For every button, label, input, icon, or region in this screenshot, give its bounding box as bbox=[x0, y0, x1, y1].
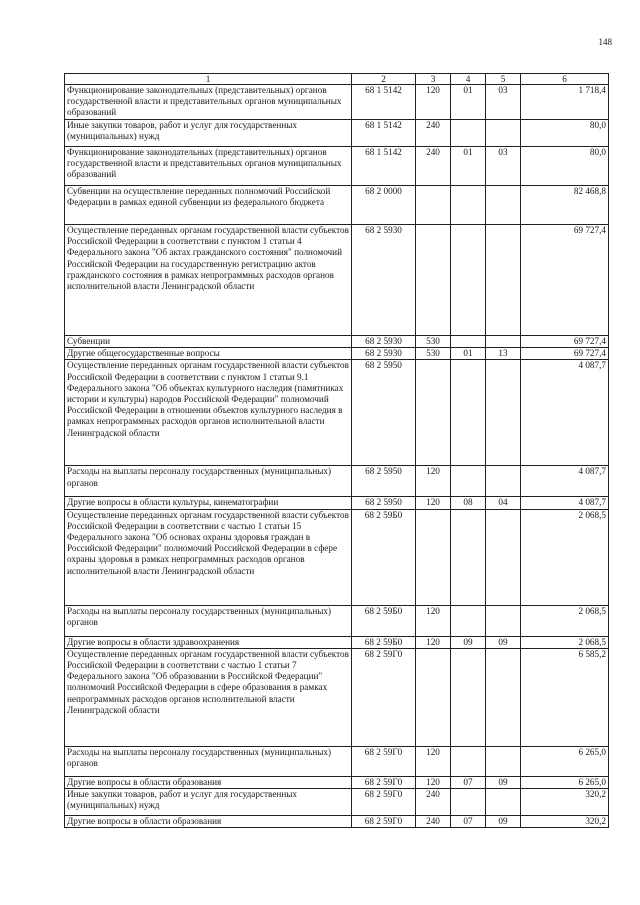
row-name: Осуществление переданных органам государственной власти субъектов Российской Федерации в соответствии с пунктом 1 статьи 4 Федерального закона "Об актах гражданского состояния" полномочий Российской Федерации на государственную регистрацию актов гражданского состояния в рамках непрограммных расходов органов исполнительной власти Ленинградской области bbox=[65, 225, 352, 336]
row-code: 68 1 5142 bbox=[352, 85, 416, 120]
row-name: Осуществление переданных органам государственной власти субъектов Российской Федерации в соответствии с частью 1 статьи 7 Федерального закона "Об образовании в Российской Федерации" полномочий Российской Федерации в сфере образования в рамках непрограммных расходов органов исполнительной власти Ленинградской области bbox=[65, 648, 352, 746]
row-subsection bbox=[486, 466, 521, 497]
row-amount: 69 727,4 bbox=[521, 336, 609, 348]
row-code: 68 2 59Г0 bbox=[352, 816, 416, 828]
table-row bbox=[65, 648, 609, 746]
table-row bbox=[65, 348, 609, 360]
row-name: Другие общегосударственные вопросы bbox=[65, 348, 352, 360]
row-subsection bbox=[486, 509, 521, 605]
table-row bbox=[65, 636, 609, 648]
row-amount: 80,0 bbox=[521, 120, 609, 147]
column-header: 3 bbox=[416, 74, 451, 85]
row-subsection bbox=[486, 186, 521, 225]
row-subsection: 03 bbox=[486, 85, 521, 120]
row-code: 68 2 59Г0 bbox=[352, 746, 416, 776]
row-section: 08 bbox=[451, 497, 486, 509]
row-section: 01 bbox=[451, 147, 486, 186]
table-row bbox=[65, 225, 609, 336]
row-name: Функционирование законодательных (представительных) органов государственной власти и представительных органов муниципальных образований bbox=[65, 85, 352, 120]
row-amount: 320,2 bbox=[521, 816, 609, 828]
row-amount: 82 468,8 bbox=[521, 186, 609, 225]
row-expense-type: 530 bbox=[416, 336, 451, 348]
row-amount: 320,2 bbox=[521, 789, 609, 816]
table-row bbox=[65, 509, 609, 605]
row-code: 68 1 5142 bbox=[352, 147, 416, 186]
row-expense-type bbox=[416, 509, 451, 605]
row-expense-type: 120 bbox=[416, 85, 451, 120]
row-name: Иные закупки товаров, работ и услуг для государственных (муниципальных) нужд bbox=[65, 789, 352, 816]
row-amount: 69 727,4 bbox=[521, 225, 609, 336]
row-name: Расходы на выплаты персоналу государственных (муниципальных) органов bbox=[65, 605, 352, 636]
row-section: 09 bbox=[451, 636, 486, 648]
row-code: 68 2 5930 bbox=[352, 225, 416, 336]
column-header: 4 bbox=[451, 74, 486, 85]
table-row bbox=[65, 85, 609, 120]
row-amount: 2 068,5 bbox=[521, 509, 609, 605]
row-subsection bbox=[486, 605, 521, 636]
column-header: 5 bbox=[486, 74, 521, 85]
row-code: 68 2 5950 bbox=[352, 466, 416, 497]
row-section bbox=[451, 186, 486, 225]
row-amount: 6 265,0 bbox=[521, 776, 609, 788]
row-code: 68 2 59Г0 bbox=[352, 776, 416, 788]
row-name: Другие вопросы в области образования bbox=[65, 776, 352, 788]
row-amount: 1 718,4 bbox=[521, 85, 609, 120]
table-row bbox=[65, 147, 609, 186]
row-section bbox=[451, 120, 486, 147]
row-subsection bbox=[486, 120, 521, 147]
row-name: Расходы на выплаты персоналу государственных (муниципальных) органов bbox=[65, 746, 352, 776]
row-expense-type: 120 bbox=[416, 636, 451, 648]
table-row bbox=[65, 789, 609, 816]
row-code: 68 2 0000 bbox=[352, 186, 416, 225]
row-name: Другие вопросы в области здравоохранения bbox=[65, 636, 352, 648]
row-subsection: 09 bbox=[486, 776, 521, 788]
row-section bbox=[451, 509, 486, 605]
row-amount: 4 087,7 bbox=[521, 360, 609, 466]
row-amount: 80,0 bbox=[521, 147, 609, 186]
column-header: 6 bbox=[521, 74, 609, 85]
budget-table bbox=[64, 73, 609, 828]
row-amount: 6 585,2 bbox=[521, 648, 609, 746]
row-subsection: 03 bbox=[486, 147, 521, 186]
row-name: Иные закупки товаров, работ и услуг для государственных (муниципальных) нужд bbox=[65, 120, 352, 147]
table-row bbox=[65, 186, 609, 225]
table-row bbox=[65, 816, 609, 828]
row-amount: 2 068,5 bbox=[521, 636, 609, 648]
row-expense-type bbox=[416, 360, 451, 466]
row-code: 68 2 59Б0 bbox=[352, 605, 416, 636]
table-row bbox=[65, 120, 609, 147]
row-name: Расходы на выплаты персоналу государственных (муниципальных) органов bbox=[65, 466, 352, 497]
row-subsection bbox=[486, 360, 521, 466]
row-section: 07 bbox=[451, 776, 486, 788]
row-expense-type: 120 bbox=[416, 746, 451, 776]
row-subsection bbox=[486, 746, 521, 776]
row-code: 68 2 59Г0 bbox=[352, 789, 416, 816]
row-subsection: 09 bbox=[486, 636, 521, 648]
row-section: 01 bbox=[451, 85, 486, 120]
row-expense-type bbox=[416, 648, 451, 746]
table-row bbox=[65, 746, 609, 776]
table-row bbox=[65, 360, 609, 466]
table-row bbox=[65, 776, 609, 788]
row-section: 01 bbox=[451, 348, 486, 360]
row-subsection: 13 bbox=[486, 348, 521, 360]
row-name: Субвенции bbox=[65, 336, 352, 348]
row-code: 68 2 59Г0 bbox=[352, 648, 416, 746]
row-subsection: 09 bbox=[486, 816, 521, 828]
row-code: 68 1 5142 bbox=[352, 120, 416, 147]
row-subsection bbox=[486, 225, 521, 336]
row-amount: 6 265,0 bbox=[521, 746, 609, 776]
row-expense-type: 120 bbox=[416, 497, 451, 509]
row-name: Осуществление переданных органам государственной власти субъектов Российской Федерации в соответствии с частью 1 статьи 15 Федерального закона "Об основах охраны здоровья граждан в Российской Федерации" полномочий Российской Федерации в сфере охраны здоровья в рамках непрограммных расходов органов исполнительной власти Ленинградской области bbox=[65, 509, 352, 605]
row-code: 68 2 5950 bbox=[352, 497, 416, 509]
row-section: 07 bbox=[451, 816, 486, 828]
row-expense-type: 120 bbox=[416, 605, 451, 636]
table-row bbox=[65, 497, 609, 509]
row-section bbox=[451, 648, 486, 746]
column-header: 1 bbox=[65, 74, 352, 85]
row-code: 68 2 59Б0 bbox=[352, 636, 416, 648]
row-name: Другие вопросы в области культуры, кинематографии bbox=[65, 497, 352, 509]
row-expense-type: 240 bbox=[416, 120, 451, 147]
row-code: 68 2 59Б0 bbox=[352, 509, 416, 605]
row-subsection bbox=[486, 648, 521, 746]
row-subsection: 04 bbox=[486, 497, 521, 509]
header-row bbox=[65, 74, 609, 85]
row-code: 68 2 5930 bbox=[352, 348, 416, 360]
row-subsection bbox=[486, 789, 521, 816]
row-expense-type: 240 bbox=[416, 789, 451, 816]
row-section bbox=[451, 789, 486, 816]
row-section bbox=[451, 466, 486, 497]
row-code: 68 2 5930 bbox=[352, 336, 416, 348]
row-expense-type bbox=[416, 225, 451, 336]
row-section bbox=[451, 360, 486, 466]
row-expense-type: 530 bbox=[416, 348, 451, 360]
table-row bbox=[65, 605, 609, 636]
row-expense-type: 120 bbox=[416, 466, 451, 497]
row-amount: 4 087,7 bbox=[521, 497, 609, 509]
row-amount: 69 727,4 bbox=[521, 348, 609, 360]
row-amount: 4 087,7 bbox=[521, 466, 609, 497]
row-section bbox=[451, 746, 486, 776]
row-subsection bbox=[486, 336, 521, 348]
row-name: Осуществление переданных органам государственной власти субъектов Российской Федерации в соответствии с пунктом 1 статьи 9.1 Федерального закона "Об объектах культурного наследия (памятниках истории и культуры) народов Российской Федерации" полномочий Российской Федерации в отношении объектов культурного наследия в рамках непрограммных расходов органов исполнительной власти Ленинградской области bbox=[65, 360, 352, 466]
row-name: Функционирование законодательных (представительных) органов государственной власти и представительных органов муниципальных образований bbox=[65, 147, 352, 186]
column-header: 2 bbox=[352, 74, 416, 85]
table-row bbox=[65, 466, 609, 497]
row-expense-type bbox=[416, 186, 451, 225]
row-section bbox=[451, 605, 486, 636]
row-expense-type: 240 bbox=[416, 147, 451, 186]
row-expense-type: 240 bbox=[416, 816, 451, 828]
page-number: 148 bbox=[598, 37, 612, 47]
row-amount: 2 068,5 bbox=[521, 605, 609, 636]
row-name: Другие вопросы в области образования bbox=[65, 816, 352, 828]
table-body bbox=[65, 85, 609, 828]
row-expense-type: 120 bbox=[416, 776, 451, 788]
row-section bbox=[451, 225, 486, 336]
row-section bbox=[451, 336, 486, 348]
row-code: 68 2 5950 bbox=[352, 360, 416, 466]
row-name: Субвенции на осуществление переданных полномочий Российской Федерации в рамках единой субвенции из федерального бюджета bbox=[65, 186, 352, 225]
table-row bbox=[65, 336, 609, 348]
